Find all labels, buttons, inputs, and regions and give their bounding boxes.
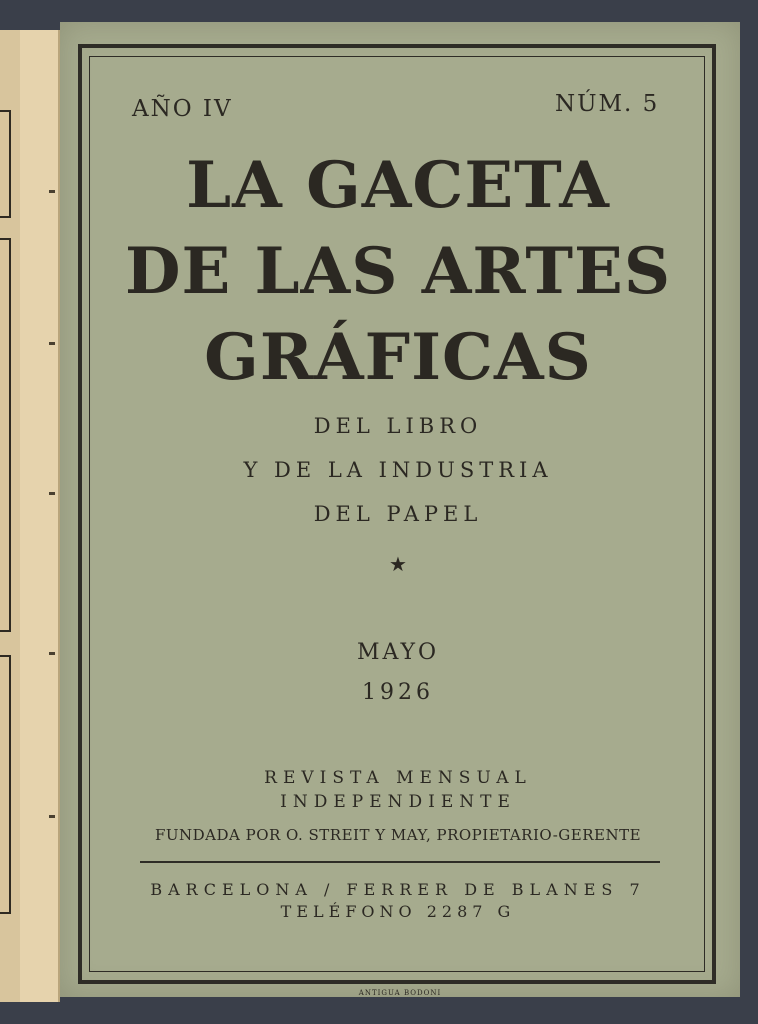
subtitle-line-2: Y DE LA INDUSTRIA: [243, 458, 553, 482]
binding-stitch: [49, 492, 55, 495]
binding-stitch: [49, 342, 55, 345]
address-line: BARCELONA / FERRER DE BLANES 7: [150, 880, 646, 899]
issue-year: 1926: [362, 680, 434, 705]
description-line-1: REVISTA MENSUAL: [264, 768, 532, 788]
title-line-3: GRÁFICAS: [204, 320, 592, 395]
binding-stitch: [49, 190, 55, 193]
spine-label-box: [0, 238, 11, 632]
star-ornament-icon: ★: [389, 552, 407, 576]
subtitle-line-1: DEL LIBRO: [313, 414, 483, 438]
typeface-credit: ANTIGUA BODONI: [358, 989, 442, 997]
title-line-1: LA GACETA: [186, 148, 610, 223]
issue-month: MAYO: [356, 640, 440, 665]
founder-credit: FUNDADA POR O. STREIT Y MAY, PROPIETARIO-GERENTE: [154, 826, 642, 844]
divider-rule: [140, 861, 660, 863]
volume-year-label: AÑO IV: [132, 96, 233, 122]
spine-label-box: [0, 110, 11, 218]
title-line-2: DE LAS ARTES: [124, 234, 672, 309]
binding-stitch: [49, 652, 55, 655]
issue-number-label: NÚM. 5: [555, 91, 660, 117]
binding-stitch: [49, 815, 55, 818]
spine-label-box: [0, 655, 11, 914]
description-line-2: INDEPENDIENTE: [280, 792, 516, 812]
subtitle-line-3: DEL PAPEL: [313, 502, 483, 526]
phone-line: TELÉFONO 2287 G: [280, 902, 516, 921]
